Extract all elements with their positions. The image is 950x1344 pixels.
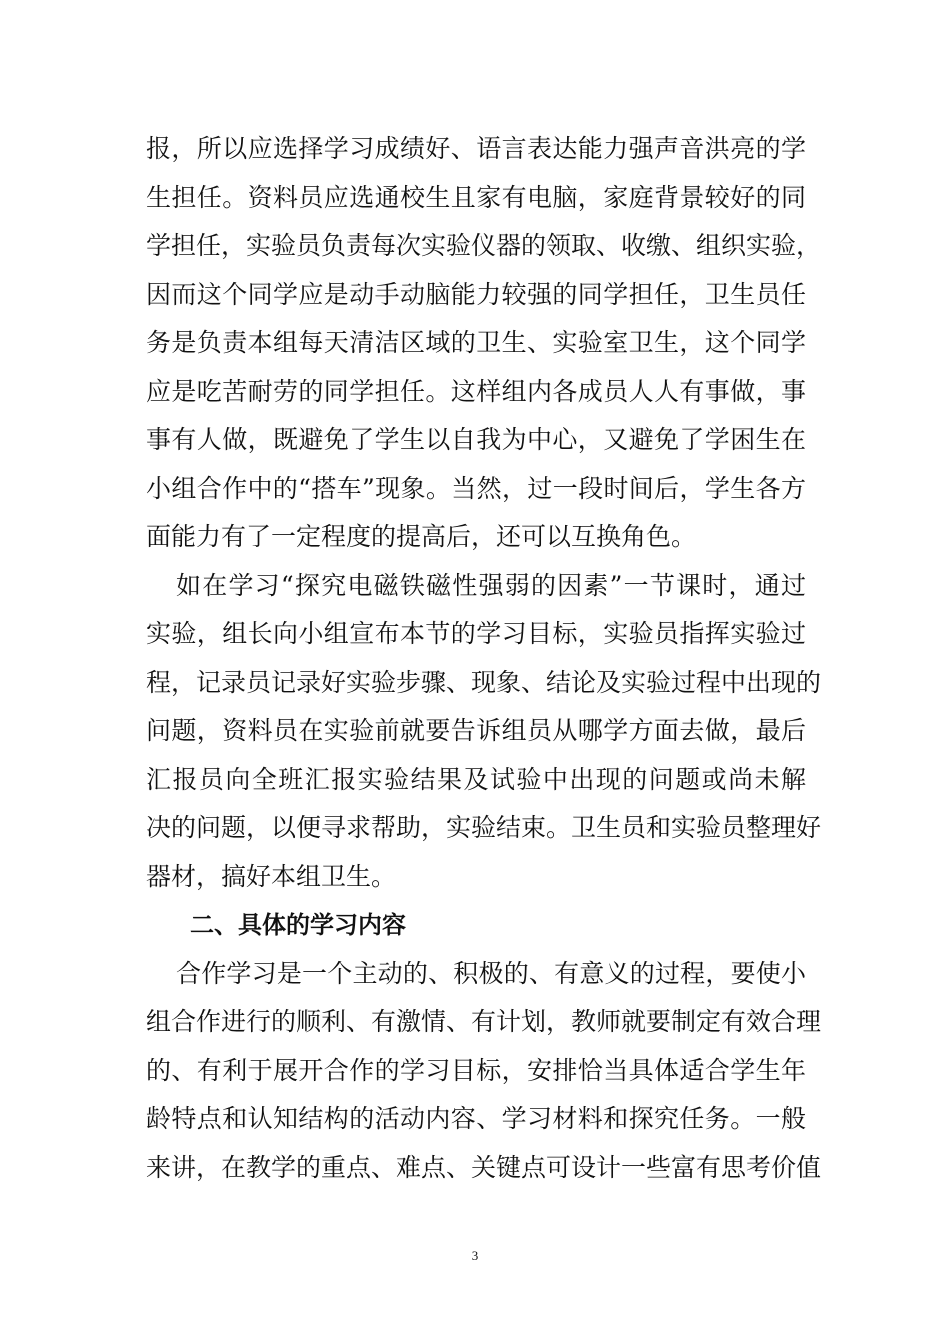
paragraph-content — [146, 950, 822, 1193]
text-line: 应是吃苦耐劳的同学担任。这样组内各成员人人有事做，事 — [146, 376, 806, 406]
text-line: 面能力有了一定程度的提高后，还可以互换角色。 — [146, 522, 697, 551]
text-line: 学担任，实验员负责每次实验仪器的领取、收缴、组织实验， — [146, 231, 822, 260]
text-line: 组合作进行的顺利、有激情、有计划，教师就要制定有效合理 — [146, 1007, 822, 1036]
text-line: 汇报员向全班汇报实验结果及试验中出现的问题或尚未解 — [146, 764, 806, 794]
text-line: 实验，组长向小组宣布本节的学习目标，实验员指挥实验过 — [146, 619, 806, 648]
text-line: 因而这个同学应是动手动脑能力较强的同学担任，卫生员任 — [146, 279, 806, 309]
text-line: 小组合作中的“搭车”现象。当然，过一段时间后，学生各方 — [146, 473, 806, 503]
text-line: 问题，资料员在实验前就要告诉组员从哪学方面去做，最后 — [146, 716, 806, 745]
text-line: 生担任。资料员应选通校生且家有电脑，家庭背景较好的同 — [146, 182, 806, 212]
text-line: 务是负责本组每天清洁区域的卫生、实验室卫生，这个同学 — [146, 328, 806, 357]
text-line: 决的问题，以便寻求帮助，实验结束。卫生员和实验员整理好 — [146, 813, 822, 842]
text-line: 器材，搞好本组卫生。 — [146, 861, 397, 891]
text-line: 来讲，在教学的重点、难点、关键点可设计一些富有思考价值 — [146, 1152, 822, 1182]
text-line: 龄特点和认知结构的活动内容、学习材料和探究任务。一般 — [146, 1104, 806, 1133]
text-line: 的、有利于展开合作的学习目标，安排恰当具体适合学生年 — [146, 1055, 806, 1085]
section-heading: 二、具体的学习内容 — [190, 911, 406, 939]
text-line: 程，记录员记录好实验步骤、现象、结论及实验过程中出现的 — [146, 667, 822, 697]
text-line: 报，所以应选择学习成绩好、语言表达能力强声音洪亮的学 — [146, 134, 806, 163]
text-line: 如在学习“探究电磁铁磁性强弱的因素”一节课时，通过 — [176, 570, 806, 600]
text-line: 事有人做，既避免了学生以自我为中心，又避免了学困生在 — [146, 425, 806, 454]
page-number: 3 — [471, 1248, 479, 1263]
paragraph-roles — [146, 125, 822, 562]
paragraph-example — [146, 562, 822, 902]
text-line: 合作学习是一个主动的、积极的、有意义的过程，要使小 — [176, 958, 806, 988]
body-text — [146, 125, 822, 1192]
